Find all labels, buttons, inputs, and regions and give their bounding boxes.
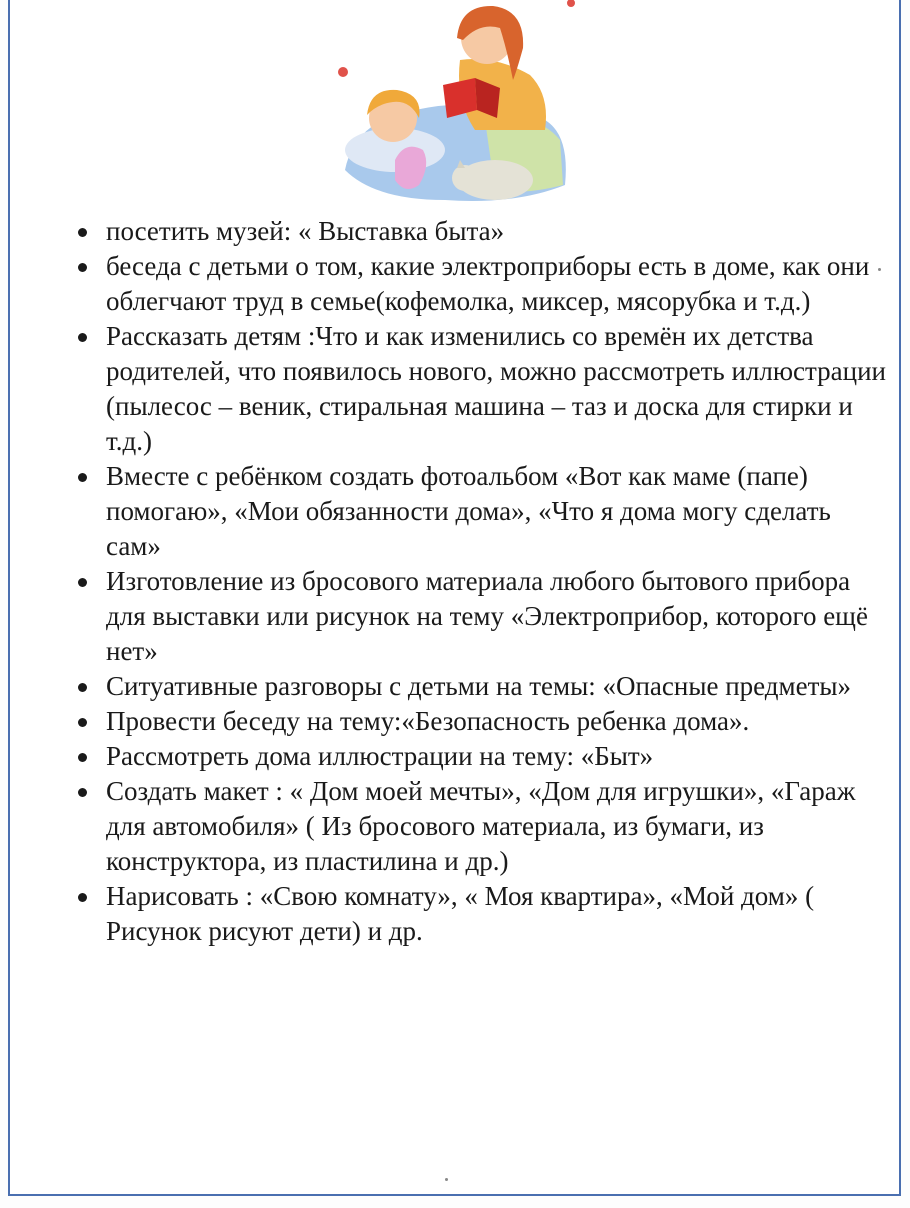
list-item: беседа с детьми о том, какие электроприборы есть в доме, как они облегчают труд в семье(кофемолка, миксер, мясорубка и т.д.) <box>72 249 890 319</box>
activity-list <box>72 214 890 949</box>
bullet-icon <box>78 718 87 727</box>
list-item: Провести беседу на тему:«Безопасность ребенка дома». <box>72 704 890 739</box>
list-item: Рассказать детям :Что и как изменились со времён их детства родителей, что появилось нового, можно рассмотреть иллюстрации (пылесос – веник, стиральная машина – таз и доска для стирки и т.д.) <box>72 319 890 459</box>
bullet-icon <box>78 228 87 237</box>
mother-reading-illustration <box>335 0 575 215</box>
list-item: Вместе с ребёнком создать фотоальбом «Вот как маме (папе) помогаю», «Мои обязанности дома», «Что я дома могу сделать сам» <box>72 459 890 564</box>
list-item: Изготовление из бросового материала любого бытового прибора для выставки или рисунок на тему «Электроприбор, которого ещё нет» <box>72 564 890 669</box>
bullet-icon <box>78 473 87 482</box>
list-item: Создать макет : « Дом моей мечты», «Дом для игрушки», «Гараж для автомобиля» ( Из бросового материала, из бумаги, из конструктора, из пластилина и др.) <box>72 774 890 879</box>
list-item: Ситуативные разговоры с детьми на темы: «Опасные предметы» <box>72 669 890 704</box>
bullet-icon <box>78 263 87 272</box>
bullet-icon <box>78 578 87 587</box>
scan-speck <box>445 1178 448 1181</box>
list-item: Рассмотреть дома иллюстрации на тему: «Быт» <box>72 739 890 774</box>
bullet-icon <box>78 683 87 692</box>
list-item: Нарисовать : «Свою комнату», « Моя квартира», «Мой дом» ( Рисунок рисуют дети) и др. <box>72 879 890 949</box>
bullet-icon <box>78 893 87 902</box>
bullet-icon <box>78 753 87 762</box>
scan-speck <box>878 268 881 271</box>
list-item: посетить музей: « Выставка быта» <box>72 214 890 249</box>
bullet-icon <box>78 333 87 342</box>
bullet-icon <box>78 788 87 797</box>
